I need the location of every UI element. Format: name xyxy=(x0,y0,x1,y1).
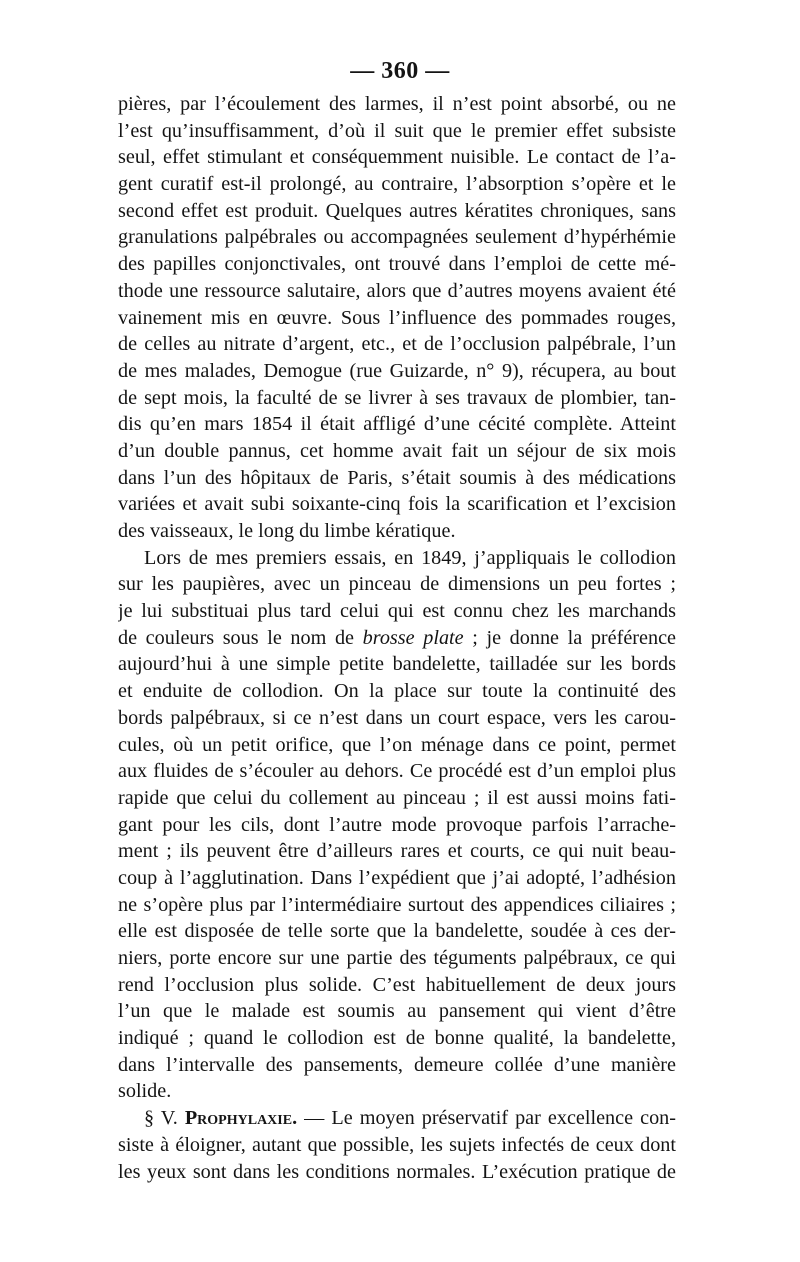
text-line: ment ; ils peuvent être d’ailleurs rares et courts, ce qui nuit beau- xyxy=(118,840,676,863)
text-line xyxy=(118,625,676,652)
text-line: les yeux sont dans les conditions normales. L’exécution pratique de xyxy=(118,1160,676,1183)
text-line: l’est qu’insuffisamment, d’où il suit que le premier effet subsiste xyxy=(118,119,676,142)
text-line: coup à l’agglutination. Dans l’expédient que j’ai adopté, l’adhésion xyxy=(118,866,676,889)
text-line: indiqué ; quand le collodion est de bonne qualité, la bandelette, xyxy=(118,1027,676,1050)
text-segment: de couleurs sous le nom de xyxy=(118,626,363,649)
text-line: rend l’occlusion plus solide. C’est habituellement de deux jours xyxy=(118,973,676,996)
text-line: cules, où un petit orifice, que l’on ménage dans ce point, permet xyxy=(118,733,676,756)
text-line: Lors de mes premiers essais, en 1849, j’appliquais le collodion xyxy=(144,546,676,569)
text-line: solide. xyxy=(118,1080,172,1103)
text-line: sur les paupières, avec un pinceau de dimensions un peu fortes ; xyxy=(118,573,676,596)
text-line: pières, par l’écoulement des larmes, il n’est point absorbé, ou ne xyxy=(118,93,676,115)
text-line: l’un que le malade est soumis au pansement qui vient d’être xyxy=(118,1000,676,1023)
text-line: second effet est produit. Quelques autres kératites chroniques, sans xyxy=(118,199,676,222)
text-line: aux fluides de s’écouler au dehors. Ce procédé est d’un emploi plus xyxy=(118,760,676,783)
text-line: des papilles conjonctivales, ont trouvé dans l’emploi de cette mé- xyxy=(118,253,676,276)
text-line: seul, effet stimulant et conséquemment nuisible. Le contact de l’a- xyxy=(118,146,676,169)
text-segment: § V. xyxy=(144,1107,185,1130)
text-line: elle est disposée de telle sorte que la bandelette, soudée à ces der- xyxy=(118,920,676,943)
text-segment: — Le moyen préservatif par excellence con- xyxy=(297,1107,676,1130)
section-heading: Prophylaxie. xyxy=(184,1107,298,1130)
text-line: dis qu’en mars 1854 il était affligé d’une cécité complète. Atteint xyxy=(118,413,676,436)
text-line: niers, porte encore sur une partie des téguments palpébraux, ce qui xyxy=(118,947,676,969)
text-line: siste à éloigner, autant que possible, les sujets infectés de ceux dont xyxy=(118,1133,676,1156)
text-line: gant pour les cils, dont l’autre mode provoque parfois l’arrache- xyxy=(118,813,676,836)
text-line: rapide que celui du collement au pinceau ; il est aussi moins fati- xyxy=(118,786,676,809)
text-line: et enduite de collodion. On la place sur toute la continuité des xyxy=(118,680,676,703)
text-line: thode une ressource salutaire, alors que d’autres moyens avaient été xyxy=(118,279,676,302)
italic-term: brosse plate xyxy=(362,626,464,649)
text-line: gent curatif est-il prolongé, au contraire, l’absorption s’opère et le xyxy=(118,173,676,196)
text-line: de sept mois, la faculté de se livrer à ses travaux de plombier, tan- xyxy=(118,386,676,409)
text-line: d’un double pannus, cet homme avait fait un séjour de six mois xyxy=(118,439,676,462)
text-line xyxy=(118,1105,676,1132)
text-line: de celles au nitrate d’argent, etc., et de l’occlusion palpébrale, l’un xyxy=(118,333,676,356)
text-line: variées et avait subi soixante-cinq fois la scarification et l’excision xyxy=(118,493,676,516)
text-line: des vaisseaux, le long du limbe kératique. xyxy=(118,520,456,542)
text-line: bords palpébraux, si ce n’est dans un court espace, vers les carou- xyxy=(118,706,676,729)
text-segment: ; je donne la préférence xyxy=(463,626,676,649)
text-line: ne s’opère plus par l’intermédiaire surtout des appendices ciliaires ; xyxy=(118,893,676,916)
text-line: dans l’un des hôpitaux de Paris, s’était soumis à des médications xyxy=(118,466,676,489)
text-line: je lui substituai plus tard celui qui est connu chez les marchands xyxy=(118,600,676,623)
text-line: dans l’intervalle des pansements, demeure collée d’une manière xyxy=(118,1053,676,1076)
text-line: vainement mis en œuvre. Sous l’influence des pommades rouges, xyxy=(118,306,676,329)
text-line: de mes malades, Demogue (rue Guizarde, n° 9), récupera, au bout xyxy=(118,359,676,382)
page-number: — 360 — xyxy=(350,58,450,84)
body-text xyxy=(118,91,676,1185)
text-line: aujourd’hui à une simple petite bandelette, tailladée sur les bords xyxy=(118,653,676,676)
text-line: granulations palpébrales ou accompagnées seulement d’hypérhémie xyxy=(118,226,676,249)
